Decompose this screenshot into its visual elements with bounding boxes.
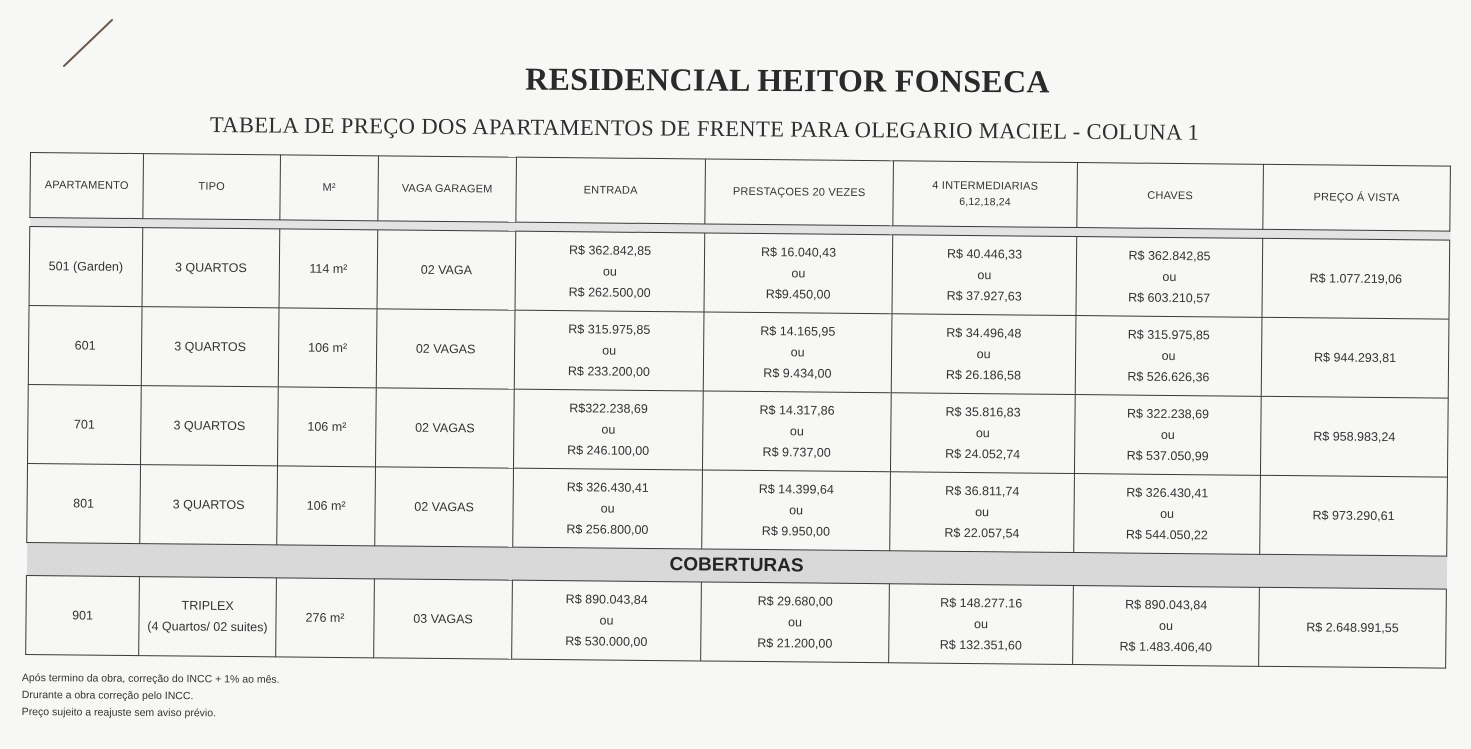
- cell-prestacoes: [702, 391, 891, 472]
- intermediarias-value-2: R$ 37.927,63: [946, 288, 1022, 304]
- cell-chaves: [1074, 395, 1261, 476]
- header-intermediarias-months: 6,12,18,24: [959, 195, 1011, 209]
- chaves-value-2: R$ 544.050,22: [1125, 527, 1208, 542]
- cell-apartamento: 901: [26, 575, 140, 655]
- entrada-value-2: R$ 256.800,00: [566, 521, 649, 537]
- header-m2: M²: [280, 155, 379, 221]
- or-separator: ou: [602, 264, 617, 279]
- chaves-value-2: R$ 603.210,57: [1128, 290, 1211, 305]
- prestacoes-value-2: R$ 9.434,00: [763, 365, 832, 381]
- document-subtitle: TABELA DE PREÇO DOS APARTAMENTOS DE FRENTE PARA OLEGARIO MACIEL - COLUNA 1: [209, 112, 1200, 145]
- intermediarias-value-2: R$ 24.052,74: [945, 446, 1021, 462]
- entrada-value-1: R$ 362.842,85: [569, 242, 652, 258]
- chaves-value-2: R$ 526.626,36: [1127, 369, 1210, 384]
- chaves-value-2: R$ 537.050,99: [1126, 448, 1209, 463]
- cell-apartamento: 801: [27, 463, 141, 543]
- cell-tipo: 3 QUARTOS: [141, 386, 279, 466]
- intermediarias-value-1: R$ 36.811,74: [945, 483, 1020, 499]
- prestacoes-value-2: R$ 21.200,00: [757, 635, 833, 651]
- cell-entrada: [513, 468, 703, 549]
- cell-intermediarias: [892, 235, 1077, 316]
- cell-preco-a-vista: R$ 944.293,81: [1261, 317, 1449, 398]
- cell-preco-a-vista: R$ 973.290,61: [1260, 475, 1448, 556]
- header-entrada: ENTRADA: [516, 157, 706, 224]
- prestacoes-value-1: R$ 14.165,95: [760, 323, 836, 339]
- cell-prestacoes: [701, 582, 890, 663]
- cell-prestacoes: [703, 312, 892, 393]
- chaves-value-1: R$ 890.043,84: [1125, 597, 1208, 612]
- cell-intermediarias: [890, 472, 1075, 553]
- tipo-line-1: TRIPLEX: [181, 598, 234, 613]
- chaves-value-1: R$ 362.842,85: [1128, 248, 1211, 263]
- entrada-value-2: R$ 246.100,00: [567, 442, 650, 458]
- cell-vaga: 02 VAGAS: [376, 309, 515, 389]
- cell-chaves: [1073, 586, 1260, 667]
- cell-m2: 106 m²: [278, 308, 377, 388]
- entrada-value-1: R$ 890.043,84: [565, 591, 648, 607]
- prestacoes-value-2: R$9.450,00: [765, 286, 831, 302]
- header-vaga-garagem: VAGA GARAGEM: [378, 156, 517, 222]
- cell-m2: 276 m²: [276, 578, 375, 658]
- cell-vaga: 03 VAGAS: [374, 579, 513, 659]
- cell-m2: 114 m²: [279, 229, 378, 309]
- header-preco-a-vista: PREÇO Á VISTA: [1263, 164, 1451, 231]
- cell-preco-a-vista: R$ 958.983,24: [1260, 396, 1448, 477]
- or-separator: ou: [790, 344, 805, 359]
- cell-apartamento: 501 (Garden): [29, 227, 143, 307]
- or-separator: ou: [1162, 269, 1177, 284]
- intermediarias-value-1: R$ 35.816,83: [945, 404, 1021, 420]
- cell-m2: 106 m²: [277, 387, 376, 467]
- cell-tipo: 3 QUARTOS: [141, 307, 279, 387]
- or-separator: ou: [975, 425, 990, 440]
- or-separator: ou: [791, 265, 806, 280]
- cell-preco-a-vista: R$ 2.648.991,55: [1259, 587, 1447, 668]
- or-separator: ou: [1161, 348, 1176, 363]
- cell-prestacoes: [702, 470, 891, 551]
- or-separator: ou: [601, 421, 616, 437]
- cell-entrada: [514, 310, 704, 391]
- chaves-value-1: R$ 326.430,41: [1126, 485, 1209, 500]
- cell-entrada: [512, 580, 702, 661]
- cell-tipo: [139, 577, 277, 657]
- prestacoes-value-2: R$ 9.737,00: [762, 444, 831, 460]
- header-prestacoes: PRESTAÇOES 20 VEZES: [705, 159, 894, 226]
- chaves-value-1: R$ 315.975,85: [1127, 327, 1210, 342]
- entrada-value-2: R$ 530.000,00: [565, 633, 648, 649]
- cell-chaves: [1076, 237, 1263, 318]
- cell-chaves: [1074, 474, 1261, 555]
- cell-entrada: [515, 231, 705, 312]
- intermediarias-value-1: R$ 148.277.16: [940, 595, 1023, 611]
- cell-vaga: 02 VAGAS: [375, 388, 514, 468]
- or-separator: ou: [977, 267, 992, 282]
- footnotes: [22, 670, 280, 723]
- cell-vaga: 02 VAGAS: [375, 467, 514, 547]
- or-separator: ou: [1158, 618, 1174, 633]
- prestacoes-value-1: R$ 14.317,86: [759, 402, 835, 418]
- chaves-value-1: R$ 322.238,69: [1126, 406, 1210, 421]
- or-separator: ou: [975, 504, 990, 519]
- table-row: [28, 305, 1449, 398]
- header-chaves: CHAVES: [1077, 163, 1264, 230]
- price-table: [25, 152, 1451, 669]
- or-separator: ou: [1160, 427, 1175, 442]
- entrada-value-1: R$ 326.430,41: [566, 479, 649, 495]
- cell-intermediarias: [890, 393, 1075, 474]
- prestacoes-value-2: R$ 9.950,00: [761, 523, 831, 539]
- cell-entrada: [513, 389, 703, 470]
- cell-intermediarias: [889, 584, 1074, 665]
- footnote: Drurante a obra correção pelo INCC.: [21, 688, 194, 703]
- tipo-line-2: (4 Quartos/ 02 suites): [147, 619, 268, 635]
- cell-preco-a-vista: R$ 1.077.219,06: [1262, 238, 1450, 319]
- intermediarias-value-2: R$ 22.057,54: [944, 525, 1020, 541]
- table-row: [29, 227, 1450, 320]
- cell-apartamento: 601: [28, 305, 142, 385]
- entrada-value-2: R$ 233.200,00: [567, 363, 650, 379]
- document-title: RESIDENCIAL HEITOR FONSECA: [525, 60, 1050, 100]
- intermediarias-value-2: R$ 132.351,60: [939, 637, 1022, 653]
- or-separator: ou: [789, 423, 804, 438]
- table-row: [28, 384, 1449, 477]
- or-separator: ou: [599, 612, 614, 628]
- or-separator: ou: [600, 500, 615, 516]
- prestacoes-value-1: R$ 14.399,64: [758, 481, 834, 497]
- cell-prestacoes: [704, 233, 893, 314]
- or-separator: ou: [973, 616, 989, 631]
- footnote: Preço sujeito a reajuste sem aviso prévio.: [21, 705, 217, 720]
- or-separator: ou: [1160, 506, 1175, 521]
- cell-intermediarias: [891, 314, 1076, 395]
- chaves-value-2: R$ 1.483.406,40: [1119, 638, 1213, 654]
- header-apartamento: APARTAMENTO: [30, 153, 144, 219]
- intermediarias-value-1: R$ 34.496,48: [946, 325, 1022, 341]
- or-separator: ou: [789, 502, 804, 517]
- cell-tipo: 3 QUARTOS: [140, 465, 278, 545]
- price-sheet: [25, 152, 1450, 669]
- entrada-value-1: R$322.238,69: [569, 400, 648, 416]
- cell-apartamento: 701: [28, 384, 142, 464]
- section-coberturas: COBERTURAS: [26, 542, 1446, 589]
- cell-tipo: 3 QUARTOS: [142, 228, 280, 308]
- intermediarias-value-2: R$ 26.186,58: [945, 367, 1022, 383]
- header-intermediarias-label: 4 INTERMEDIARIAS: [932, 179, 1039, 193]
- prestacoes-value-1: R$ 16.040,43: [760, 244, 837, 260]
- or-separator: ou: [976, 346, 991, 361]
- header-tipo: TIPO: [143, 154, 281, 220]
- entrada-value-1: R$ 315.975,85: [568, 321, 651, 337]
- or-separator: ou: [788, 614, 803, 629]
- table-row: [27, 463, 1448, 556]
- table-row: [26, 575, 1447, 668]
- cell-m2: 106 m²: [277, 466, 376, 546]
- cell-vaga: 02 VAGA: [377, 230, 516, 310]
- prestacoes-value-1: R$ 29.680,00: [757, 593, 833, 609]
- or-separator: ou: [602, 343, 617, 358]
- header-intermediarias: [893, 161, 1078, 228]
- footnote: Após termino da obra, correção do INCC + 1% ao mês.: [21, 671, 280, 686]
- entrada-value-2: R$ 262.500,00: [568, 284, 651, 300]
- intermediarias-value-1: R$ 40.446,33: [946, 246, 1023, 262]
- cell-chaves: [1075, 316, 1262, 397]
